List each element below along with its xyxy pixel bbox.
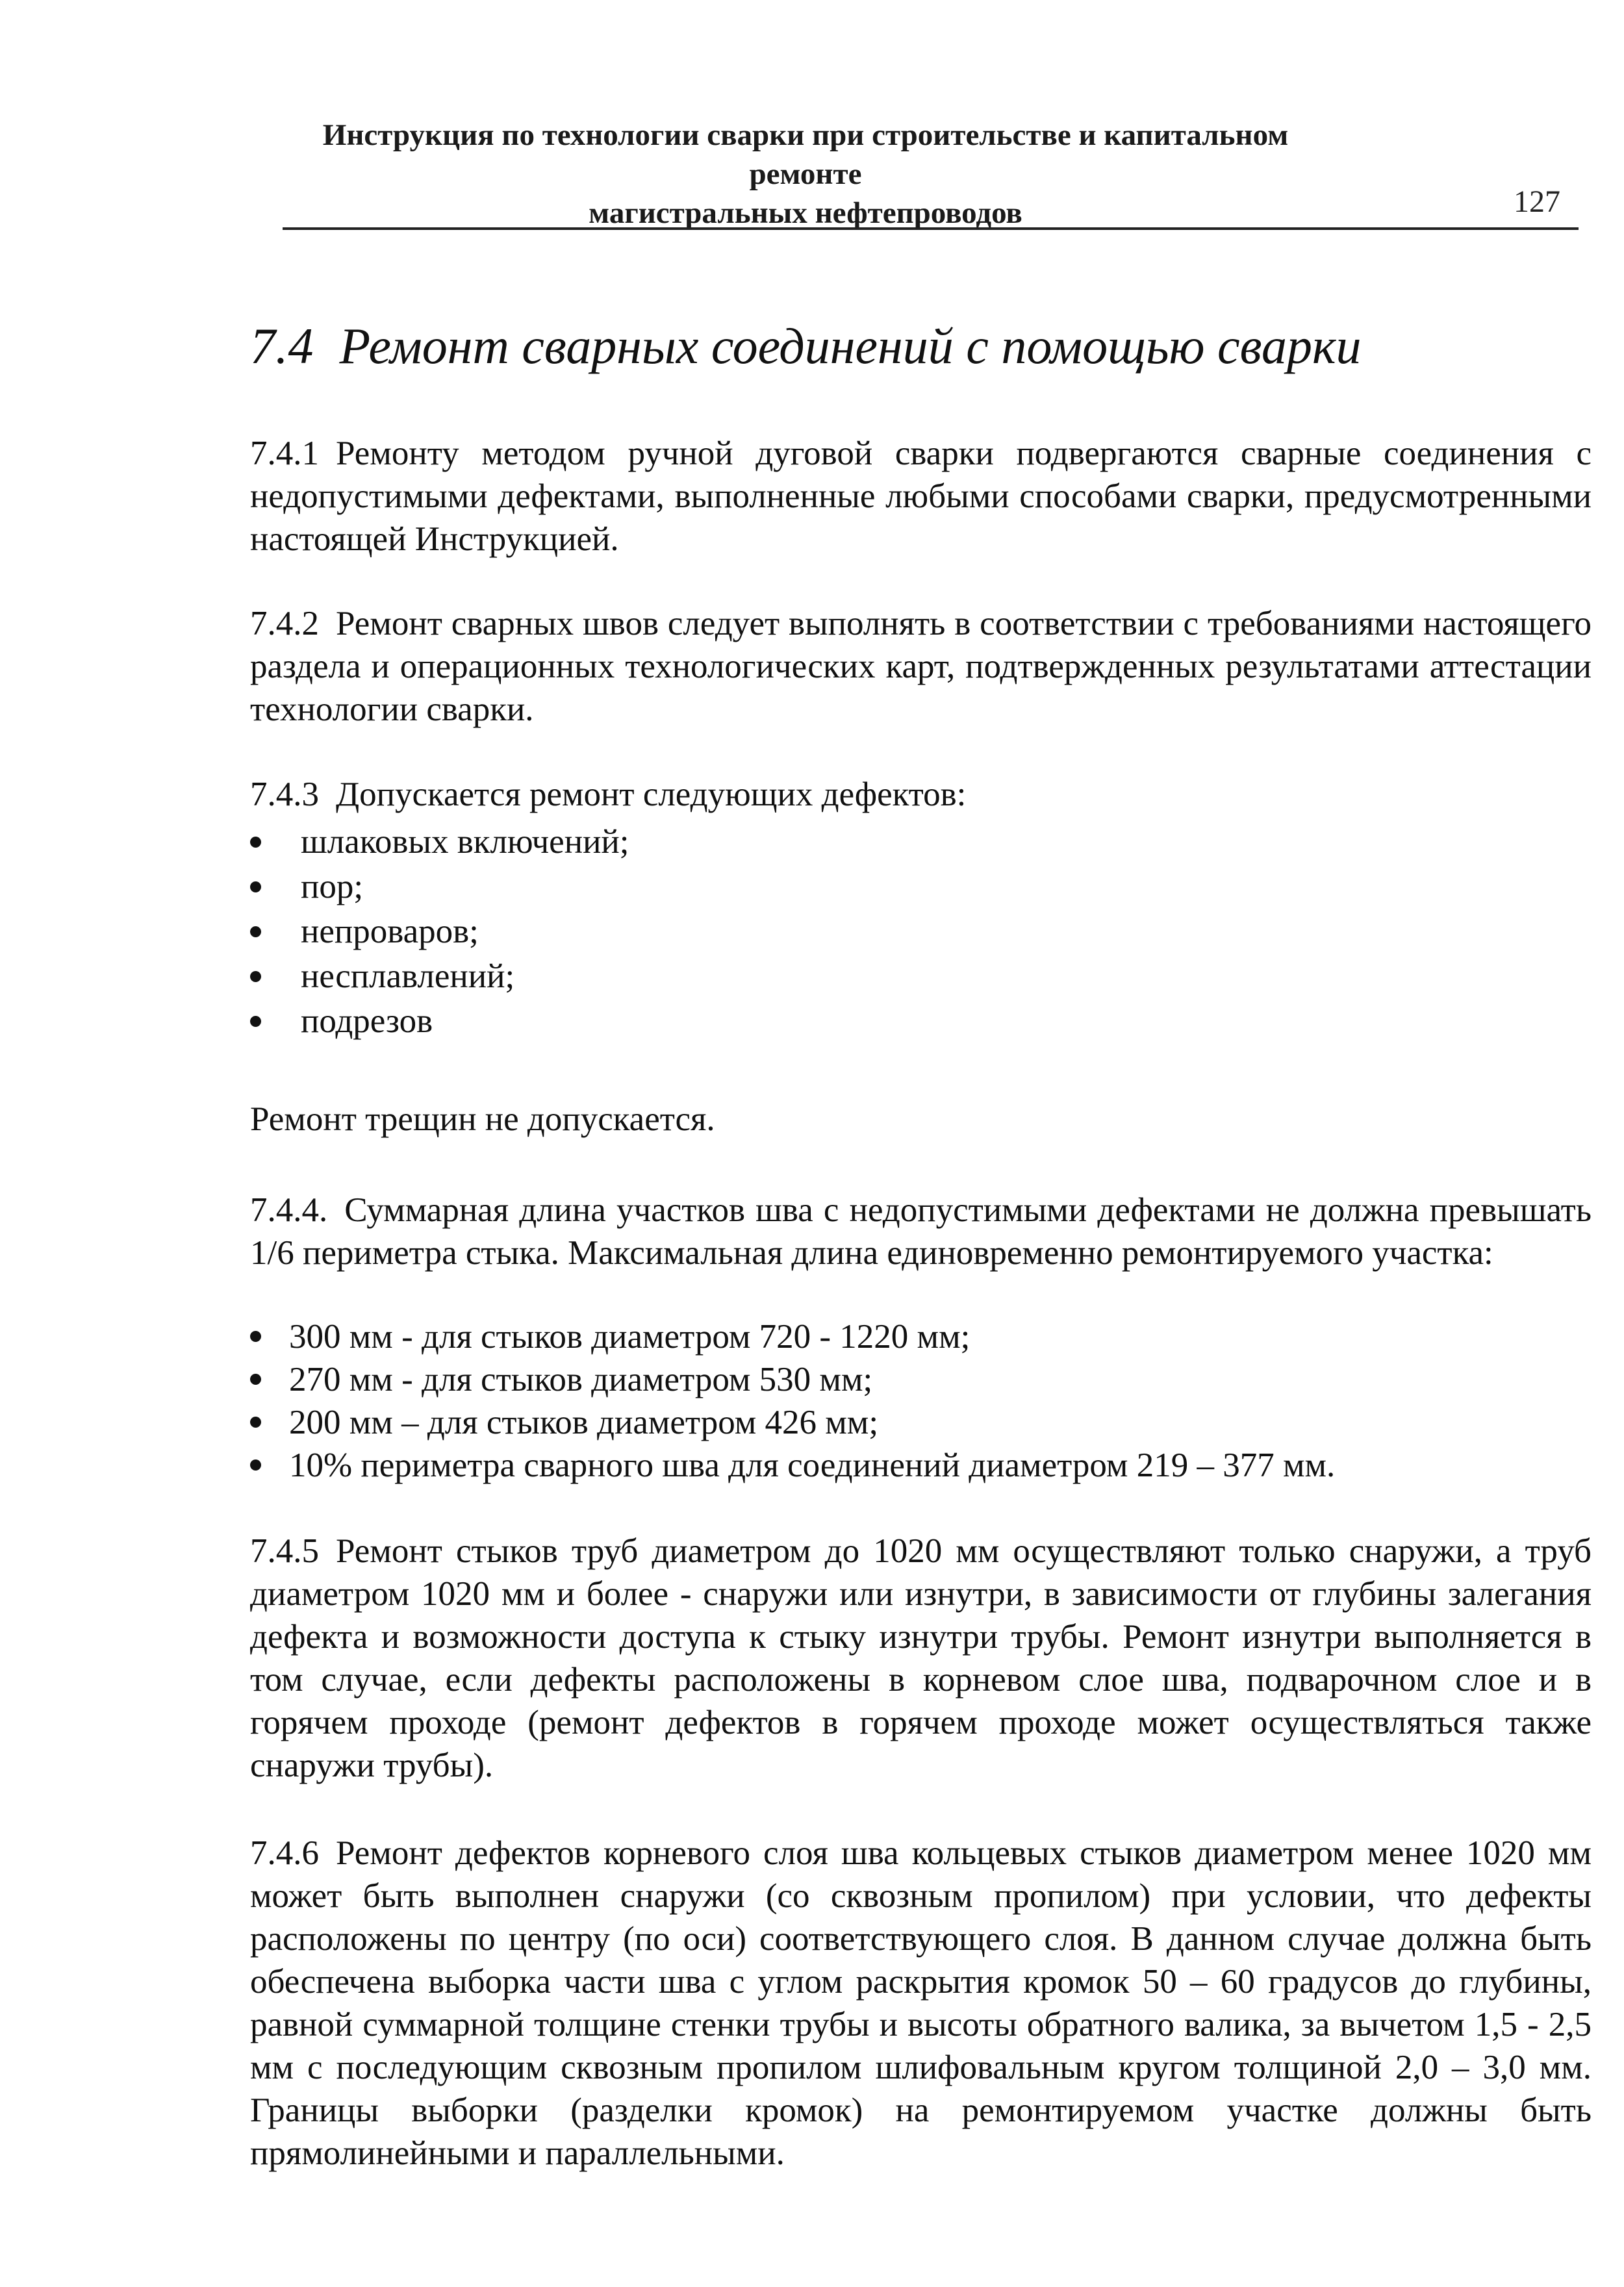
paragraph-number: 7.4.2 xyxy=(250,605,319,642)
paragraph-text: Ремонт дефектов корневого слоя шва кольцевых стыков диаметром менее 1020 мм может быть выполнен снаружи (со сквозным пропилом) при условии, что дефекты расположены по центру (по оси) соответствующего слоя. В данном случае должна быть обеспечена выборка части шва с углом раскрытия кромок 50 – 60 градусов до глубины, равной суммарной толщине стенки трубы и высоты обратного валика, за вычетом 1,5 - 2,5 мм с последующим сквозным пропилом шлифовальным кругом толщиной 2,0 – 3,0 мм. Границы выборки (разделки кромок) на ремонтируемом участке должны быть прямолинейными и параллельными. xyxy=(250,1834,1592,2172)
list-item: подрезов xyxy=(250,999,1592,1044)
paragraph-text: Ремонт стыков труб диаметром до 1020 мм осуществляют только снаружи, а труб диаметром 1020 мм и более - снаружи или изнутри, в зависимости от глубины залегания дефекта и возможности доступа к стыку изнутри трубы. Ремонт изнутри выполняется в том случае, если дефекты расположены в корневом слое шва, подварочном слое и в горячем проходе (ремонт дефектов в горячем проходе может осуществляться также снаружи трубы). xyxy=(250,1532,1592,1784)
bullet-icon xyxy=(250,1417,261,1428)
header-rule xyxy=(283,227,1579,230)
list-item: пор; xyxy=(250,865,1592,909)
list-item: 200 мм – для стыков диаметром 426 мм; xyxy=(250,1401,1592,1444)
defect-list xyxy=(250,820,1592,1044)
paragraph-7-4-1 xyxy=(250,432,1592,561)
paragraph-number: 7.4.1 xyxy=(250,435,319,472)
list-item: 270 мм - для стыков диаметром 530 мм; xyxy=(250,1358,1592,1401)
bullet-icon xyxy=(250,837,261,848)
bullet-icon xyxy=(250,1459,261,1471)
bullet-icon xyxy=(250,926,261,937)
section-title: Ремонт сварных соединений с помощью сварки xyxy=(339,318,1362,374)
paragraph-number: 7.4.3 xyxy=(250,776,319,813)
section-heading xyxy=(250,317,1361,375)
paragraph-text: Ремонт сварных швов следует выполнять в соответствии с требованиями настоящего раздела и операционных технологических карт, подтвержденных результатами аттестации технологии сварки. xyxy=(250,605,1592,728)
length-list xyxy=(250,1315,1592,1487)
list-item: 300 мм - для стыков диаметром 720 - 1220 мм; xyxy=(250,1315,1592,1358)
bullet-icon xyxy=(250,971,261,982)
list-item: 10% периметра сварного шва для соединений диаметром 219 – 377 мм. xyxy=(250,1444,1592,1487)
paragraph-7-4-6 xyxy=(250,1832,1592,2175)
paragraph-number: 7.4.4. xyxy=(250,1191,328,1229)
header-line-1: Инструкция по технологии сварки при строительстве и капитальном ремонте xyxy=(322,118,1289,191)
list-item: несплавлений; xyxy=(250,954,1592,999)
list-item: шлаковых включений; xyxy=(250,820,1592,865)
cracks-note: Ремонт трещин не допускается. xyxy=(250,1100,715,1138)
paragraph-text: Суммарная длина участков шва с недопустимыми дефектами не должна превышать 1/6 периметра стыка. Максимальная длина единовременно ремонтируемого участка: xyxy=(250,1191,1592,1272)
paragraph-text: Ремонту методом ручной дуговой сварки подвергаются сварные соединения с недопустимыми дефектами, выполненные любыми способами сварки, предусмотренными настоящей Инструкцией. xyxy=(250,435,1592,558)
bullet-icon xyxy=(250,881,261,892)
paragraph-7-4-2 xyxy=(250,602,1592,731)
page-number: 127 xyxy=(1514,184,1560,219)
paragraph-number: 7.4.5 xyxy=(250,1532,319,1570)
paragraph-text: Допускается ремонт следующих дефектов: xyxy=(336,776,967,813)
section-number: 7.4 xyxy=(250,318,314,374)
list-item: непроваров; xyxy=(250,909,1592,954)
paragraph-7-4-4 xyxy=(250,1189,1592,1274)
paragraph-7-4-3 xyxy=(250,773,1592,816)
bullet-icon xyxy=(250,1016,261,1027)
bullet-icon xyxy=(250,1331,261,1342)
bullet-icon xyxy=(250,1374,261,1385)
paragraph-7-4-5 xyxy=(250,1530,1592,1787)
header-line-2: магистральных нефтепроводов xyxy=(589,196,1022,230)
running-header xyxy=(286,116,1325,233)
paragraph-number: 7.4.6 xyxy=(250,1834,319,1872)
